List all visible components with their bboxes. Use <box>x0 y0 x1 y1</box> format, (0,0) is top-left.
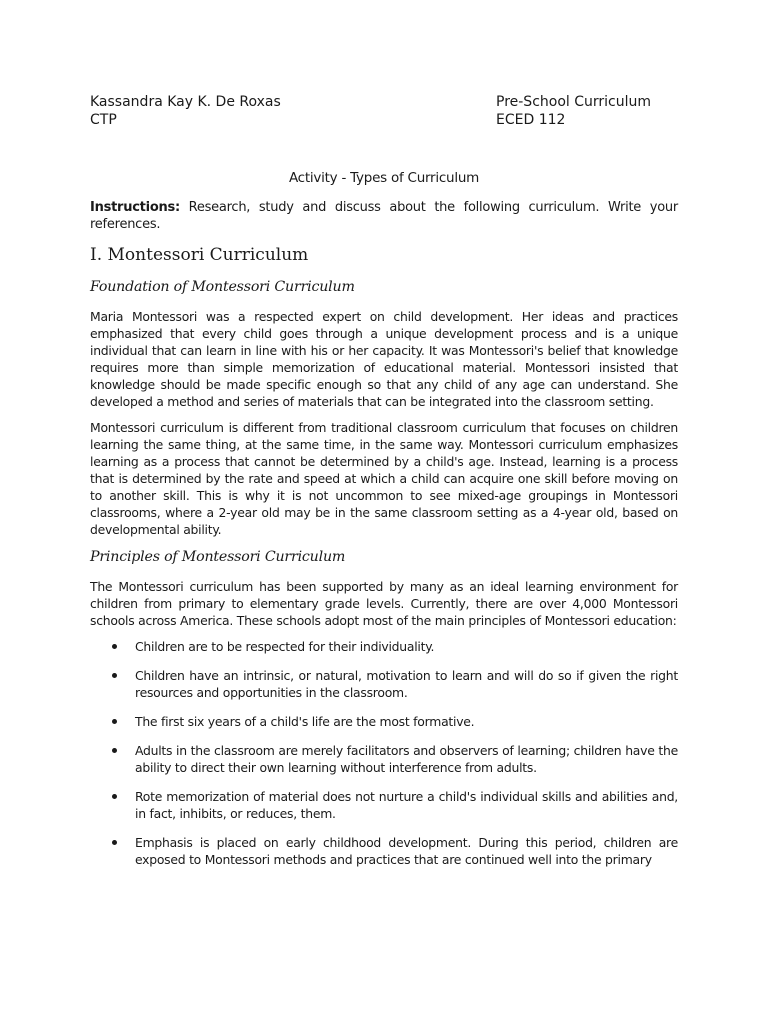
subheading-principles: Principles of Montessori Curriculum <box>90 549 346 565</box>
course-block <box>496 93 651 129</box>
list-item-text: Adults in the classroom are merely facilitators and observers of learning; children have the ability to direct their own learning without interference from adults. <box>135 743 678 775</box>
author-affiliation: CTP <box>90 112 117 128</box>
course-code: ECED 112 <box>496 112 566 128</box>
bullet-icon <box>112 719 117 724</box>
bullet-icon <box>112 840 117 845</box>
list-item <box>90 834 678 868</box>
instructions <box>90 199 678 233</box>
list-item <box>90 742 678 776</box>
course-title: Pre-School Curriculum <box>496 94 652 110</box>
author-name: Kassandra Kay K. De Roxas <box>90 94 281 110</box>
author-block <box>90 93 281 129</box>
instructions-text: Research, study and discuss about the following curriculum. Write your references. <box>90 200 678 232</box>
section-heading: I. Montessori Curriculum <box>90 245 309 265</box>
bullet-icon <box>112 794 117 799</box>
paragraph-principles: The Montessori curriculum has been supported by many as an ideal learning environment for children from primary to elementary grade levels. Currently, there are over 4,000 Montessori schools across America. These schools adopt most of the main principles of Montessori education: <box>90 579 678 628</box>
subheading-foundation: Foundation of Montessori Curriculum <box>90 279 355 295</box>
principles-list <box>90 638 678 868</box>
document-body <box>90 170 678 880</box>
list-item-text: Emphasis is placed on early childhood development. During this period, children are exposed to Montessori methods and practices that are continued well into the primary <box>135 835 678 867</box>
list-item <box>90 788 678 822</box>
bullet-icon <box>112 673 117 678</box>
bullet-icon <box>112 644 117 649</box>
list-item <box>90 638 678 655</box>
list-item <box>90 667 678 701</box>
list-item-text: The first six years of a child's life are the most formative. <box>135 714 475 729</box>
bullet-icon <box>112 748 117 753</box>
instructions-label: Instructions: <box>90 200 180 215</box>
paragraph-foundation-2: Montessori curriculum is different from traditional classroom curriculum that focuses on children learning the same thing, at the same time, in the same way. Montessori curriculum emphasizes learning as a process that cannot be determined by a child's age. Instead, learning is a process that is determined by the rate and speed at which a child can acquire one skill before moving on to another skill. This is why it is not uncommon to see mixed-age groupings in Montessori classrooms, where a 2-year old may be in the same classroom setting as a 4-year old, based on developmental ability. <box>90 420 678 537</box>
paragraph-foundation-1: Maria Montessori was a respected expert on child development. Her ideas and practices emphasized that every child goes through a unique development process and is a unique individual that can learn in line with his or her capacity. It was Montessori's belief that knowledge requires more than simple memorization of educational material. Montessori insisted that knowledge should be made specific enough so that any child of any age can understand. She developed a method and series of materials that can be integrated into the classroom setting. <box>90 309 678 409</box>
activity-title: Activity - Types of Curriculum <box>288 170 480 186</box>
list-item <box>90 713 678 730</box>
list-item-text: Children have an intrinsic, or natural, motivation to learn and will do so if given the right resources and opportunities in the classroom. <box>135 668 678 700</box>
list-item-text: Children are to be respected for their individuality. <box>135 639 435 654</box>
list-item-text: Rote memorization of material does not nurture a child's individual skills and abilities and, in fact, inhibits, or reduces, them. <box>135 789 678 821</box>
